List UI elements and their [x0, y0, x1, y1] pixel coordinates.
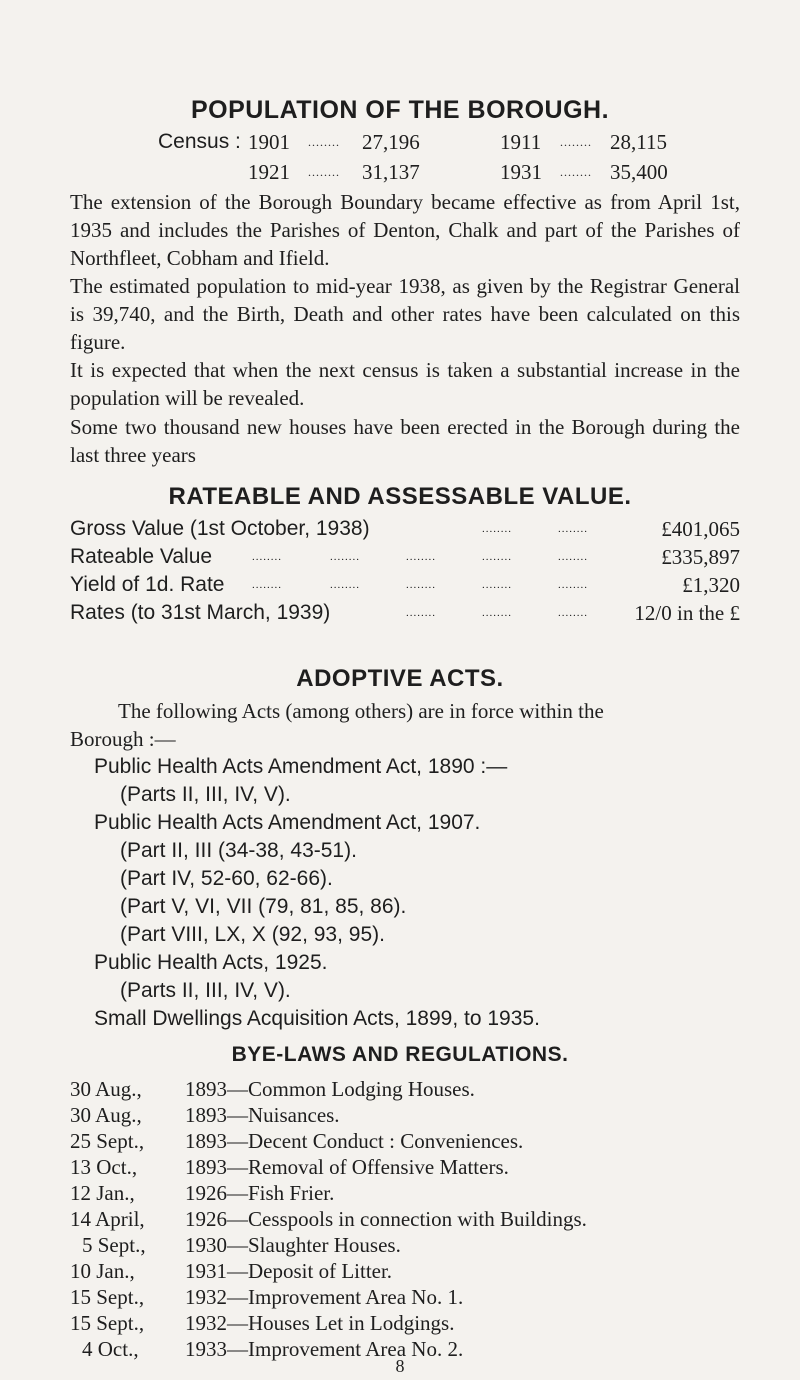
act-line: (Parts II, III, IV, V).: [120, 783, 291, 806]
byelaw-date: 30 Aug.,: [70, 1103, 142, 1127]
act-line: Public Health Acts Amendment Act, 1890 :—: [94, 755, 508, 778]
census-year-1911: 1911: [500, 130, 542, 154]
paragraph-new-houses: Some two thousand new houses have been erected in the Borough during the last three years: [70, 415, 740, 467]
leader-dots: ........: [482, 523, 512, 535]
census-year-1901: 1901: [248, 130, 290, 154]
byelaw-text: 1931—Deposit of Litter.: [185, 1259, 393, 1283]
leader-dots: ........: [558, 579, 588, 591]
byelaw-text: 1893—Common Lodging Houses.: [185, 1077, 475, 1101]
byelaw-text: 1893—Decent Conduct : Conveniences.: [185, 1129, 524, 1153]
byelaw-text: 1893—Removal of Offensive Matters.: [185, 1155, 509, 1179]
byelaws-heading: BYE-LAWS AND REGULATIONS.: [231, 1043, 569, 1066]
byelaw-text: 1926—Fish Frier.: [185, 1181, 335, 1205]
rateable-label: Rates (to 31st March, 1939): [70, 601, 331, 624]
adoptive-intro: The following Acts (among others) are in force within the: [118, 699, 604, 723]
rateable-heading: RATEABLE AND ASSESSABLE VALUE.: [168, 483, 632, 510]
byelaw-text: 1933—Improvement Area No. 2.: [185, 1337, 464, 1361]
byelaw-date: 13 Oct.,: [70, 1155, 138, 1179]
census-year-1931: 1931: [500, 160, 542, 184]
census-value-1911: 28,115: [610, 130, 667, 154]
paragraph-census-expectation: It is expected that when the next census is taken a substantial increase in the population will be revealed.: [70, 358, 740, 410]
leader-dots: ........: [406, 551, 436, 563]
byelaw-date: 12 Jan.,: [70, 1181, 135, 1205]
paragraph-boundary-extension: The extension of the Borough Boundary became effective as from April 1st, 1935 and includes the Parishes of Denton, Chalk and part of the Parishes of Northfleet, Cobham and Ifield.: [70, 190, 740, 270]
byelaw-row: [70, 1127, 760, 1155]
act-line: Public Health Acts Amendment Act, 1907.: [94, 811, 481, 834]
byelaw-text: 1932—Houses Let in Lodgings.: [185, 1311, 455, 1335]
act-line: (Parts II, III, IV, V).: [120, 979, 291, 1002]
byelaw-text: 1932—Improvement Area No. 1.: [185, 1285, 464, 1309]
byelaw-date: 30 Aug.,: [70, 1077, 142, 1101]
adoptive-heading: ADOPTIVE ACTS.: [296, 665, 504, 692]
leader-dots: ........: [252, 579, 282, 591]
leader-dots: ........: [560, 165, 592, 179]
byelaw-row: [70, 1283, 760, 1311]
leader-dots: ........: [482, 551, 512, 563]
population-heading: POPULATION OF THE BOROUGH.: [190, 96, 610, 124]
byelaw-row: [70, 1257, 760, 1285]
byelaw-date: 15 Sept.,: [70, 1311, 145, 1335]
rateable-value: £335,897: [661, 545, 740, 569]
leader-dots: ........: [252, 551, 282, 563]
act-line: (Part VIII, LX, X (92, 93, 95).: [120, 923, 385, 946]
byelaw-text: 1930—Slaughter Houses.: [185, 1233, 401, 1257]
adoptive-intro-continued: Borough :—: [70, 727, 176, 751]
rateable-value: 12/0 in the £: [634, 601, 740, 625]
census-year-1921: 1921: [248, 160, 290, 184]
leader-dots: ........: [482, 579, 512, 591]
census-value-1901: 27,196: [362, 130, 420, 154]
census-value-1921: 31,137: [362, 160, 420, 184]
leader-dots: ........: [308, 135, 340, 149]
byelaw-row: [70, 1179, 760, 1207]
census-label: Census :: [158, 130, 241, 153]
byelaw-text: 1926—Cesspools in connection with Buildings.: [185, 1207, 587, 1231]
byelaw-text: 1893—Nuisances.: [185, 1103, 340, 1127]
rateable-label: Rateable Value: [70, 545, 213, 568]
rateable-row: [70, 543, 740, 571]
byelaw-row: [70, 1075, 760, 1103]
rateable-label: Gross Value (1st October, 1938): [70, 517, 370, 540]
byelaw-row: [70, 1231, 760, 1259]
rateable-row: [70, 571, 740, 599]
leader-dots: ........: [406, 607, 436, 619]
rateable-row: [70, 599, 740, 627]
byelaw-row: [70, 1153, 760, 1181]
act-line: Small Dwellings Acquisition Acts, 1899, to 1935.: [94, 1007, 540, 1030]
rateable-value: £401,065: [661, 517, 740, 541]
byelaw-date: 4 Oct.,: [82, 1337, 139, 1361]
byelaw-date: 5 Sept.,: [82, 1233, 146, 1257]
census-value-1931: 35,400: [610, 160, 668, 184]
rateable-value: £1,320: [682, 573, 740, 597]
act-line: (Part V, VI, VII (79, 81, 85, 86).: [120, 895, 407, 918]
act-line: Public Health Acts, 1925.: [94, 951, 328, 974]
act-line: (Part IV, 52-60, 62-66).: [120, 867, 333, 890]
leader-dots: ........: [558, 551, 588, 563]
byelaw-date: 10 Jan.,: [70, 1259, 135, 1283]
rateable-label: Yield of 1d. Rate: [70, 573, 225, 596]
byelaw-date: 15 Sept.,: [70, 1285, 145, 1309]
leader-dots: ........: [330, 551, 360, 563]
byelaw-row: [70, 1101, 760, 1129]
leader-dots: ........: [558, 523, 588, 535]
leader-dots: ........: [558, 607, 588, 619]
leader-dots: ........: [560, 135, 592, 149]
page-number: 8: [395, 1356, 405, 1376]
paragraph-estimated-population: The estimated population to mid-year 1938, as given by the Registrar General is 39,740, and the Birth, Death and other rates have been calculated on this figure.: [70, 274, 740, 354]
byelaw-date: 14 April,: [70, 1207, 145, 1231]
act-line: (Part II, III (34-38, 43-51).: [120, 839, 357, 862]
leader-dots: ........: [308, 165, 340, 179]
rateable-row: [70, 515, 740, 543]
byelaw-row: [70, 1309, 760, 1337]
leader-dots: ........: [330, 579, 360, 591]
byelaw-date: 25 Sept.,: [70, 1129, 145, 1153]
leader-dots: ........: [406, 579, 436, 591]
byelaw-row: [70, 1205, 760, 1233]
leader-dots: ........: [482, 607, 512, 619]
